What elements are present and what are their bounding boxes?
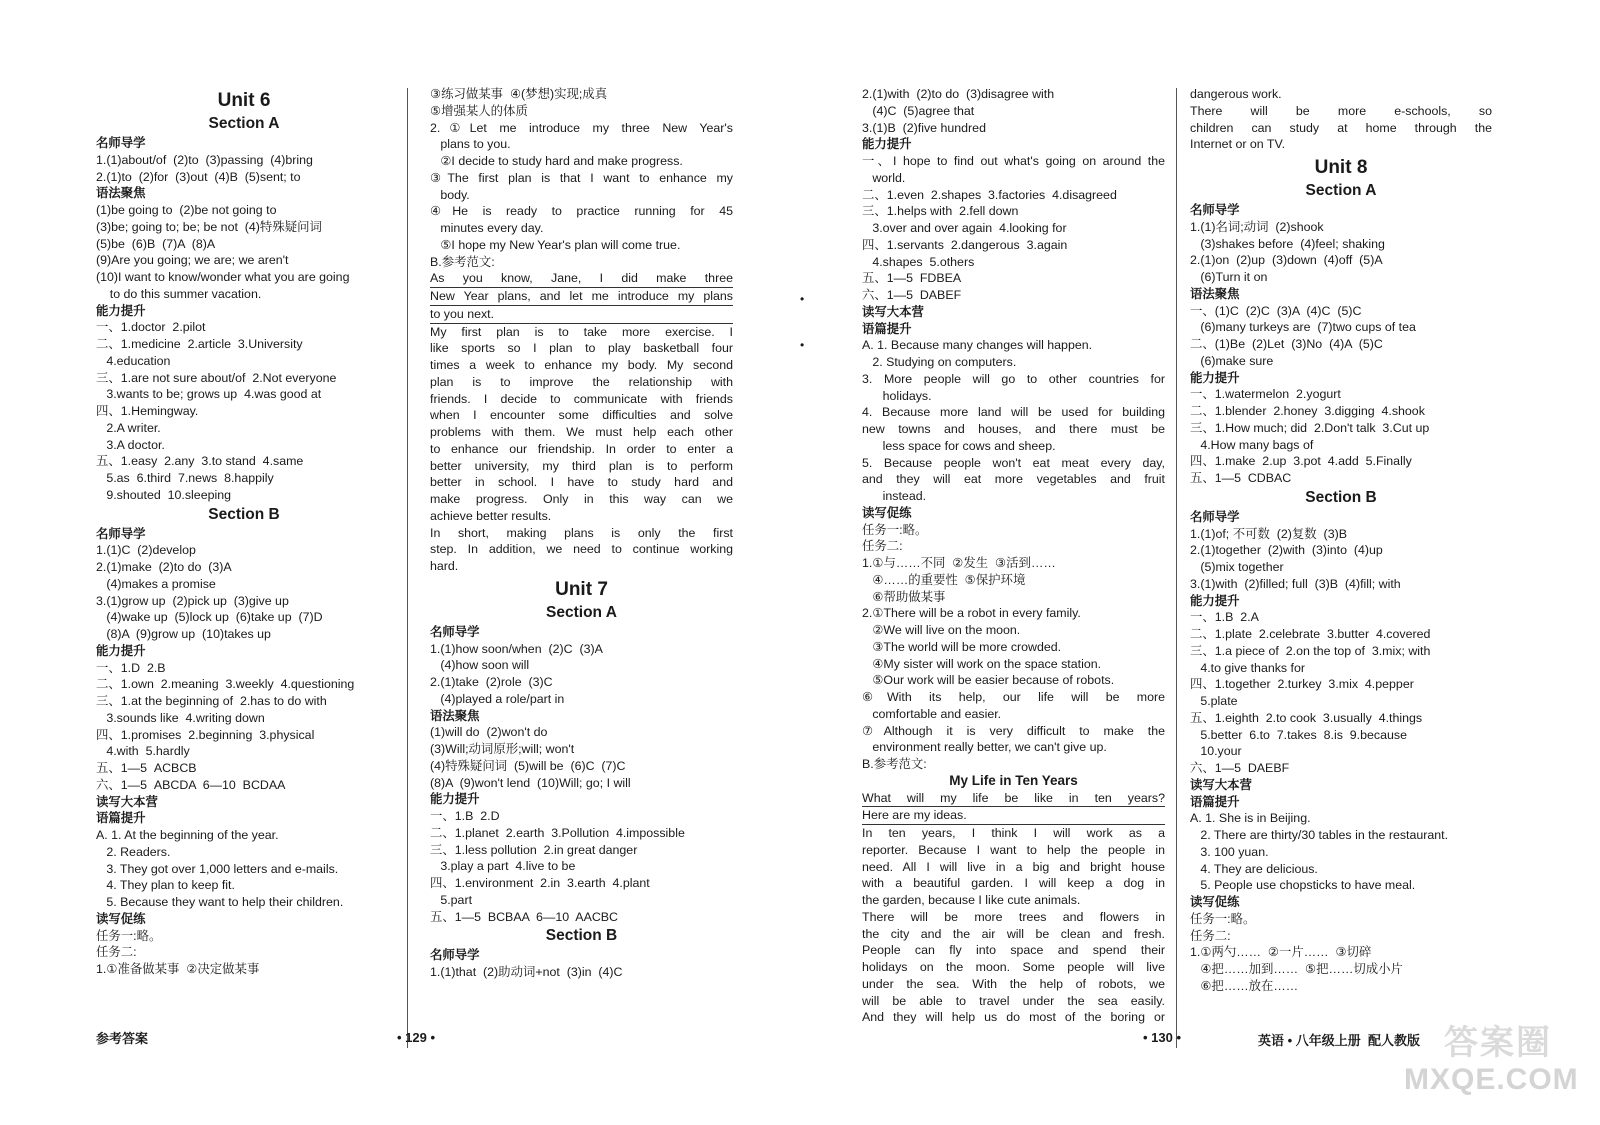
watermark-url: MXQE.COM [1404, 1063, 1579, 1096]
answer-line: 5.as 6.third 7.news 8.happily [96, 471, 274, 485]
answer-line: 2. There are thirty/30 tables in the restaurant. [1190, 828, 1449, 842]
answer-line: 四、1.servants 2.dangerous 3.again [862, 237, 1068, 252]
answer-line: 2.①Let me introduce my three New Year's [430, 120, 733, 135]
category-heading: 语法聚焦 [1190, 285, 1240, 301]
answer-line: 二、(1)Be (2)Let (3)No (4)A (5)C [1190, 337, 1383, 351]
answer-line: when I encounter some difficulties and solve [430, 408, 733, 423]
answer-line: 二、1.blender 2.honey 3.digging 4.shook [1190, 404, 1425, 418]
answer-line: ③The world will be more crowded. [862, 639, 1062, 654]
answer-line: 任务二: [1190, 928, 1231, 943]
answer-line: 二、1.plate 2.celebrate 3.butter 4.covered [1190, 627, 1431, 641]
answer-line: 2.A writer. [96, 420, 161, 435]
answer-line: body. [430, 187, 470, 202]
essay-title: My Life in Ten Years [949, 772, 1078, 788]
answer-line: (4)makes a promise [96, 576, 216, 591]
answer-line: dangerous work. [1190, 87, 1282, 101]
category-heading: 语篇提升 [96, 810, 146, 826]
category-heading: 名师导学 [430, 947, 480, 963]
answer-line: (9)Are you going; we are; we aren't [96, 253, 289, 268]
answer-line: 五、1.easy 2.any 3.to stand 4.same [96, 454, 304, 469]
answer-line: the city and the air will be clean and fresh. [862, 926, 1165, 941]
answer-line: 2.(1)take (2)role (3)C [430, 675, 553, 689]
category-heading: 读写大本营 [96, 793, 158, 809]
answer-line: ②I decide to study hard and make progress. [430, 154, 683, 168]
watermark-logo [1404, 1015, 1579, 1105]
footer-right-label: 英语 • 八年级上册 配人教版 [1258, 1033, 1420, 1048]
answer-line: (3)Will;动词原形;will; won't [430, 742, 575, 756]
answer-line: ③练习做某事 ④(梦想)实现;成真 [430, 87, 608, 101]
answer-line: A. 1. She is in Beijing. [1190, 811, 1311, 826]
answer-line: In ten years, I think I will work as a [862, 826, 1165, 840]
category-heading: 名师导学 [430, 623, 480, 639]
answer-line: ⑤Our work will be easier because of robots. [862, 673, 1115, 688]
answer-line: 4. Because more land will be used for building [862, 405, 1165, 420]
category-heading: 能力提升 [96, 642, 146, 658]
answer-line: 1.(1)名词;动词 (2)shook [1190, 219, 1324, 234]
footer-left-label: 参考答案 [96, 1031, 149, 1046]
answer-line: 一、I hope to find out what's going on around the [862, 154, 1165, 168]
category-heading: 语法聚焦 [96, 185, 146, 201]
answer-line: achieve better results. [430, 508, 552, 523]
answer-line: 2. Readers. [96, 844, 171, 859]
answer-line: instead. [862, 489, 927, 503]
answer-line: 3.(1)grow up (2)pick up (3)give up [96, 593, 289, 608]
answer-line: 四、1.together 2.turkey 3.mix 4.pepper [1190, 677, 1414, 692]
section-heading: Section A [546, 603, 617, 621]
answer-line: 五、1—5 BCBAA 6—10 AACBC [430, 909, 619, 924]
answer-line: 3.(1)with (2)filled; full (3)B (4)fill; with [1190, 576, 1401, 591]
answer-line: 4.with 5.hardly [96, 744, 190, 759]
answer-line: 三、1.less pollution 2.in great danger [430, 842, 638, 857]
answer-line: ④……的重要性 ⑤保护环境 [862, 572, 1026, 587]
answer-line: People can fly into space and spend their [862, 943, 1165, 958]
answer-line: ⑥With its help, our life will be more [862, 690, 1165, 704]
answer-line: (1)be going to (2)be not going to [96, 203, 277, 217]
answer-line: 任务二: [862, 539, 903, 554]
answer-line: children can study at home through the [1190, 120, 1492, 135]
answer-line: 5.plate [1190, 694, 1238, 708]
answer-line: 5. People use chopsticks to have meal. [1190, 878, 1416, 893]
essay-line: New Year plans, and let me introduce my plans [430, 288, 733, 306]
answer-line: reporter. Because I want to help the people in [862, 842, 1165, 857]
answer-line: and they will eat more vegetables and fruit [862, 472, 1165, 487]
answer-line: B.参考范文: [862, 757, 927, 771]
answer-line: 一、1.doctor 2.pilot [96, 320, 206, 335]
answer-line: ③The first plan is that I want to enhance my [430, 170, 733, 185]
answer-line: step. In addition, we need to continue working [430, 542, 733, 557]
answer-line: 五、1—5 CDBAC [1190, 471, 1292, 485]
answer-line: 1.①两勺…… ②一片…… ③切碎 [1190, 945, 1372, 960]
category-heading: 语篇提升 [862, 320, 912, 336]
answer-line: ⑦Although it is very difficult to make the [862, 723, 1165, 738]
answer-line: new towns and houses, and there must be [862, 422, 1165, 436]
answer-line: will be able to travel under the sea easily. [862, 993, 1165, 1008]
answer-line: (8)A (9)grow up (10)takes up [96, 627, 271, 641]
category-heading: 读写促练 [96, 910, 146, 926]
answer-line: (8)A (9)won't lend (10)Will; go; I will [430, 775, 631, 790]
binding-mark: • [800, 292, 805, 306]
answer-line: (4)how soon will [430, 658, 530, 673]
answer-line: 三、1.helps with 2.fell down [862, 204, 1019, 219]
watermark-text: 答案圈 [1444, 1024, 1552, 1062]
answer-line: less space for cows and sheep. [862, 438, 1056, 453]
answer-line: 10.your [1190, 744, 1242, 759]
answer-line: 四、1.Hemingway. [96, 404, 199, 418]
unit-heading: Unit 7 [555, 578, 608, 600]
answer-line: 5. Because people won't eat meat every day, [862, 455, 1165, 470]
answer-line: 5.better 6.to 7.takes 8.is 9.because [1190, 727, 1407, 742]
answer-line: (5)be (6)B (7)A (8)A [96, 236, 216, 251]
answer-line: (4)played a role/part in [430, 691, 565, 706]
answer-line: 六、1—5 DAEBF [1190, 761, 1290, 775]
answer-line: friends. I decide to communicate with friends [430, 391, 733, 406]
answer-line: 三、1.are not sure about/of 2.Not everyone [96, 370, 337, 385]
section-heading: Section A [208, 115, 280, 132]
category-heading: 能力提升 [96, 302, 146, 318]
answer-line: to do this summer vacation. [96, 286, 262, 301]
answer-line: 3. More people will go to other countries for [862, 371, 1165, 386]
answer-line: 五、1—5 ACBCB [96, 761, 197, 775]
category-heading: 名师导学 [1190, 202, 1240, 217]
answer-line: ⑥把……放在…… [1190, 978, 1299, 993]
answer-line: 5. Because they want to help their children. [96, 895, 344, 909]
category-heading: 能力提升 [862, 136, 912, 152]
answer-line: 2.(1)on (2)up (3)down (4)off (5)A [1190, 253, 1383, 268]
answer-line: 任务一:略。 [96, 928, 162, 943]
answer-line: 六、1—5 ABCDA 6—10 BCDAA [96, 777, 286, 792]
answer-line: plans to you. [430, 137, 511, 152]
category-heading: 读写大本营 [862, 303, 924, 319]
essay-line: Here are my ideas. [862, 807, 1165, 825]
answer-line: A. 1. At the beginning of the year. [96, 828, 279, 842]
answer-line: holidays on the moon. Some people will live [862, 960, 1165, 974]
category-heading: 读写促练 [862, 504, 912, 520]
unit-heading: Unit 6 [217, 90, 271, 111]
answer-line: 3.sounds like 4.writing down [96, 710, 265, 725]
answer-line: (6)make sure [1190, 353, 1274, 368]
essay-line: What will my life be like in ten years? [862, 790, 1165, 808]
binding-mark: • [800, 338, 805, 352]
answer-line: need. All I will live in a big and bright house [862, 859, 1165, 874]
answer-line: 二、1.planet 2.earth 3.Pollution 4.impossible [430, 825, 685, 840]
answer-line: 3.A doctor. [96, 437, 165, 452]
answer-line: 1.①与……不同 ②发生 ③活到…… [862, 556, 1056, 570]
answer-line: 3. They got over 1,000 letters and e-mails. [96, 861, 339, 876]
essay-line: As you know, Jane, I did make three [430, 270, 733, 288]
answer-line: environment really better, we can't give up. [862, 740, 1107, 755]
answer-line: ⑤增强某人的体质 [430, 103, 528, 118]
answer-line: with a beautiful garden. I will keep a dog in [862, 876, 1165, 891]
category-heading: 读写大本营 [1190, 776, 1252, 792]
column-divider-left [407, 88, 408, 1048]
answer-column-3 [862, 86, 1165, 1026]
answer-line: problems with them. We must help each other [430, 425, 733, 439]
answer-line: 三、1.at the beginning of 2.has to do with [96, 694, 327, 708]
answer-line: 一、(1)C (2)C (3)A (4)C (5)C [1190, 303, 1362, 318]
answer-line: 4.How many bags of [1190, 437, 1314, 452]
answer-line: 四、1.environment 2.in 3.earth 4.plant [430, 876, 650, 890]
answer-line: 任务一:略。 [1190, 911, 1256, 926]
answer-line: (5)mix together [1190, 560, 1284, 574]
answer-line: 1.①准备做某事 ②决定做某事 [96, 962, 260, 976]
column-divider-right [1176, 88, 1177, 1048]
answer-line: 4.shapes 5.others [862, 254, 975, 269]
section-heading: Section B [545, 927, 618, 945]
answer-line: 4. They are delicious. [1190, 861, 1318, 876]
category-heading: 能力提升 [1190, 592, 1240, 608]
category-heading: 语篇提升 [1190, 793, 1240, 809]
answer-line: 三、1.How much; did 2.Don't talk 3.Cut up [1190, 420, 1430, 435]
category-heading: 读写促练 [1190, 894, 1240, 909]
section-heading: Section B [208, 505, 280, 523]
answer-line: 一、1.D 2.B [96, 660, 166, 675]
answer-line: 2.(1)make (2)to do (3)A [96, 560, 232, 574]
answer-line: ④把……加到…… ⑤把……切成小片 [1190, 962, 1403, 976]
answer-line: 3.over and over again 4.looking for [862, 221, 1067, 235]
answer-line: times a week to enhance my body. My second [430, 358, 733, 372]
answer-line: (1)will do (2)won't do [430, 725, 548, 740]
answer-line: the garden, because I like cute animals. [862, 893, 1081, 907]
answer-line: There will be more e-schools, so [1190, 103, 1492, 118]
answer-line: 三、1.a piece of 2.on the top of 3.mix; with [1190, 643, 1431, 658]
answer-line: ⑤I hope my New Year's plan will come true. [430, 237, 681, 252]
answer-line: 3.play a part 4.live to be [430, 859, 576, 874]
answer-line: 4. They plan to keep fit. [96, 878, 235, 893]
section-heading: Section B [1305, 488, 1377, 506]
answer-column-4 [1190, 86, 1492, 995]
answer-line: 六、1—5 DABEF [862, 288, 962, 302]
answer-line: like sports so I plan to play basketball four [430, 341, 733, 356]
essay-line: to you next. [430, 306, 733, 324]
answer-line: A. 1. Because many changes will happen. [862, 338, 1093, 353]
answer-line: hard. [430, 559, 459, 573]
page-number-left: • 129 • [397, 1030, 436, 1045]
answer-line: 四、1.make 2.up 3.pot 4.add 5.Finally [1190, 454, 1412, 469]
answer-line: 任务一:略。 [862, 522, 928, 537]
answer-line: 1.(1)that (2)助动词+not (3)in (4)C [430, 965, 623, 979]
answer-line: minutes every day. [430, 221, 544, 235]
section-heading: Section A [1305, 182, 1377, 199]
answer-line: 3. 100 yuan. [1190, 844, 1269, 859]
answer-line: 任务二: [96, 945, 137, 960]
answer-line: 2.(1)to (2)for (3)out (4)B (5)sent; to [96, 169, 301, 184]
answer-line: 1.(1)how soon/when (2)C (3)A [430, 641, 603, 656]
answer-line: (6)many turkeys are (7)two cups of tea [1190, 320, 1416, 335]
category-heading: 能力提升 [1190, 369, 1240, 385]
answer-line: And they will help us do most of the boring or [862, 1010, 1165, 1025]
category-heading: 名师导学 [96, 525, 146, 541]
answer-line: In short, making plans is only the first [430, 525, 733, 540]
page-number-right: • 130 • [1143, 1030, 1182, 1045]
answer-line: 二、1.medicine 2.article 3.University [96, 337, 303, 351]
answer-line: 2.①There will be a robot in every family. [862, 606, 1081, 621]
answer-line: 3.(1)B (2)five hundred [862, 120, 986, 135]
answer-line: (10)I want to know/wonder what you are going [96, 270, 350, 284]
answer-line: My first plan is to take more exercise. I [430, 324, 733, 339]
answer-line: (4)特殊疑问词 (5)will be (6)C (7)C [430, 758, 626, 773]
answer-line: better university, my third plan is to perform [430, 458, 733, 473]
answer-line: There will be more trees and flowers in [862, 909, 1165, 924]
answer-line: 1.(1)of; 不可数 (2)复数 (3)B [1190, 526, 1347, 541]
answer-line: ②We will live on the moon. [862, 623, 1021, 637]
answer-line: 五、1.eighth 2.to cook 3.usually 4.things [1190, 710, 1423, 725]
answer-line: 3.wants to be; grows up 4.was good at [96, 387, 322, 402]
answer-column-1 [96, 86, 392, 978]
answer-line: B.参考范文: [430, 254, 495, 269]
answer-line: ④My sister will work on the space station. [862, 656, 1102, 671]
category-heading: 名师导学 [1190, 508, 1240, 524]
answer-line: plan is to improve the relationship with [430, 374, 733, 389]
category-heading: 能力提升 [430, 791, 480, 807]
category-heading: 名师导学 [96, 135, 146, 150]
answer-line: (6)Turn it on [1190, 270, 1268, 284]
answer-line: 9.shouted 10.sleeping [96, 487, 232, 502]
answer-line: ⑥帮助做某事 [862, 589, 946, 604]
answer-column-2 [430, 86, 733, 981]
category-heading: 语法聚焦 [430, 707, 480, 723]
answer-line: 4.education [96, 353, 171, 368]
answer-line: 1.(1)C (2)develop [96, 543, 196, 558]
answer-line: make progress. Only in this way can we [430, 492, 733, 506]
answer-line: 四、1.promises 2.beginning 3.physical [96, 727, 315, 742]
answer-line: better in school. I have to study hard and [430, 475, 733, 490]
answer-line: 1.(1)about/of (2)to (3)passing (4)bring [96, 152, 313, 167]
answer-line: 4.to give thanks for [1190, 660, 1306, 675]
answer-line: under the sea. With the help of robots, we [862, 976, 1165, 991]
answer-line: (3)be; going to; be; be not (4)特殊疑问词 [96, 219, 322, 234]
answer-line: 2. Studying on computers. [862, 355, 1017, 369]
answer-line: comfortable and easier. [862, 706, 1002, 721]
answer-line: 五、1—5 FDBEA [862, 271, 962, 286]
answer-line: 2.(1)with (2)to do (3)disagree with [862, 87, 1055, 101]
answer-line: 二、1.own 2.meaning 3.weekly 4.questioning [96, 677, 355, 692]
answer-line: 一、1.watermelon 2.yogurt [1190, 387, 1341, 402]
answer-line: (4)wake up (5)lock up (6)take up (7)D [96, 610, 323, 625]
unit-heading: Unit 8 [1314, 157, 1368, 178]
answer-line: 5.part [430, 892, 473, 907]
answer-line: ④He is ready to practice running for 45 [430, 204, 733, 219]
answer-line: 2.(1)together (2)with (3)into (4)up [1190, 543, 1383, 558]
answer-line: to enhance our friendship. In order to enter a [430, 441, 733, 456]
answer-line: holidays. [862, 388, 932, 403]
answer-line: (3)shakes before (4)feel; shaking [1190, 236, 1385, 251]
answer-line: 一、1.B 2.A [1190, 610, 1259, 625]
answer-line: 一、1.B 2.D [430, 809, 500, 823]
answer-line: (4)C (5)agree that [862, 103, 975, 118]
answer-line: 二、1.even 2.shapes 3.factories 4.disagreed [862, 187, 1117, 202]
answer-line: Internet or on TV. [1190, 137, 1286, 152]
answer-line: world. [862, 170, 906, 185]
